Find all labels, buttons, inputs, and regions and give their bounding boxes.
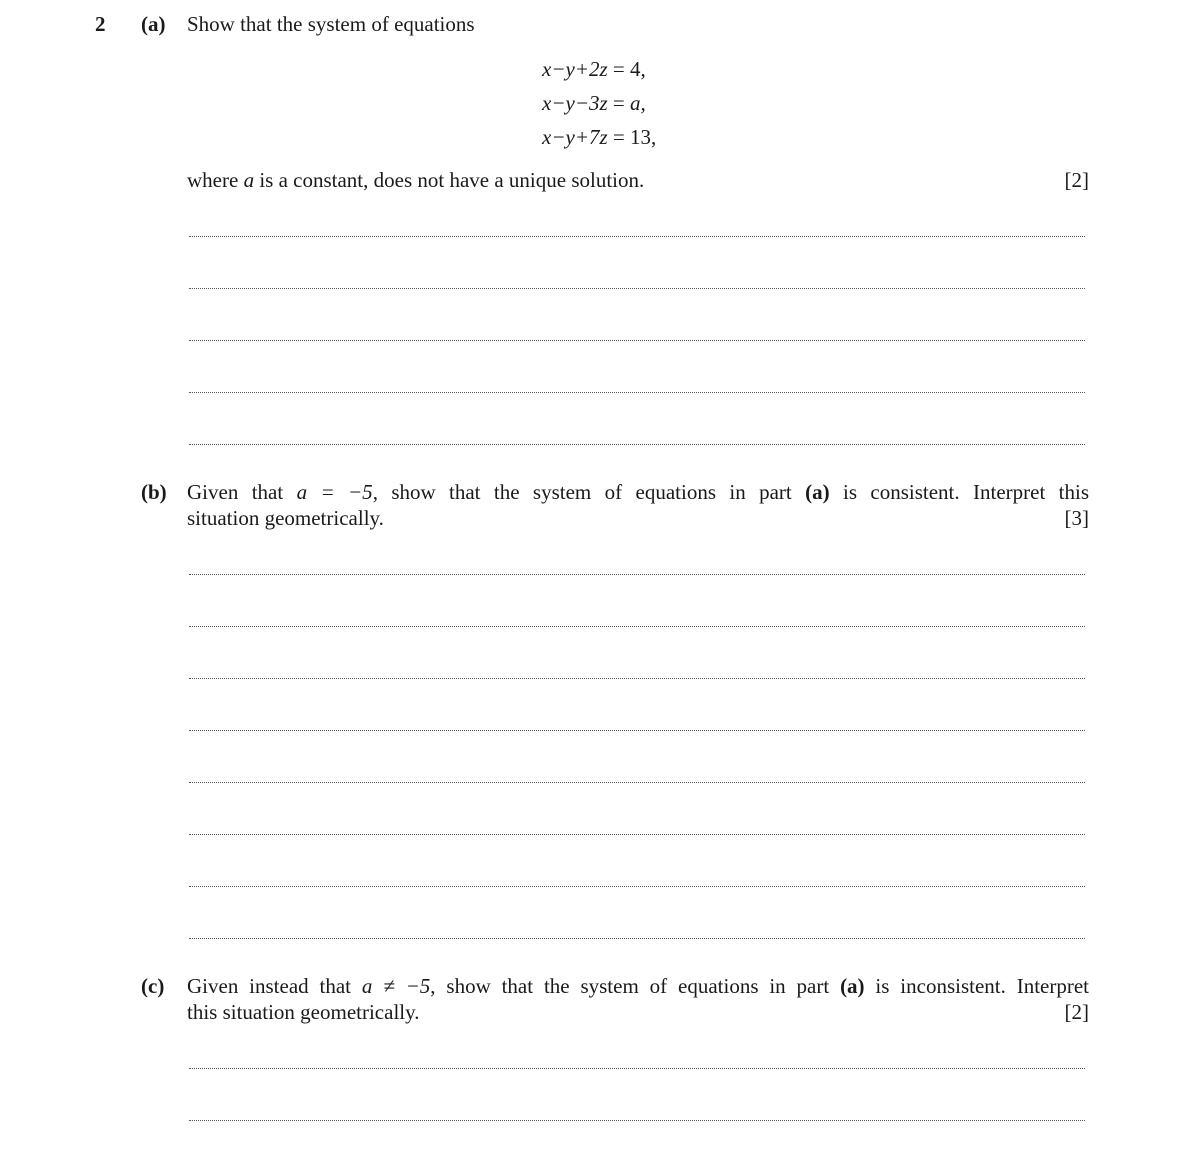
answer-line[interactable] (189, 626, 1085, 627)
answer-line[interactable] (189, 574, 1085, 575)
equation-3: x−y+7z = 13, (542, 125, 657, 149)
part-c-marks: [2] (1064, 1000, 1089, 1024)
equation-1-lhs: x−y+2z (542, 57, 608, 81)
part-b-ref: (a) (805, 480, 830, 504)
answer-line[interactable] (189, 782, 1085, 783)
answer-line[interactable] (189, 236, 1085, 237)
part-c-line1: Given instead that a ≠ −5, show that the system of equations in part (a) is inconsistent. Interpret (187, 974, 1090, 998)
equation-2-rhs: a, (630, 91, 646, 115)
part-b-line1: Given that a = −5, show that the system of equations in part (a) is consistent. Interpret this (187, 480, 1090, 504)
part-a-label: (a) (141, 12, 166, 36)
part-a-where: where a is a constant, does not have a unique solution. (187, 168, 645, 192)
equation-2-lhs: x−y−3z (542, 91, 608, 115)
answer-line[interactable] (189, 340, 1085, 341)
part-c-ref: (a) (840, 974, 865, 998)
part-b-label: (b) (141, 480, 167, 504)
answer-line[interactable] (189, 1068, 1085, 1069)
answer-line[interactable] (189, 1120, 1085, 1121)
answer-line[interactable] (189, 678, 1085, 679)
part-c-line2: this situation geometrically. (187, 1000, 420, 1024)
variable-a: a (243, 168, 255, 192)
answer-line[interactable] (189, 392, 1085, 393)
part-a-intro: Show that the system of equations (187, 12, 475, 36)
answer-line[interactable] (189, 938, 1085, 939)
equation-3-rhs: 13, (630, 125, 657, 149)
part-a-marks: [2] (1064, 168, 1089, 192)
question-number: 2 (95, 12, 106, 36)
equation-2: x−y−3z = a, (542, 91, 646, 115)
answer-line[interactable] (189, 288, 1085, 289)
answer-line[interactable] (189, 444, 1085, 445)
answer-line[interactable] (189, 730, 1085, 731)
part-b-condition: a = −5 (296, 480, 373, 504)
answer-line[interactable] (189, 886, 1085, 887)
answer-line[interactable] (189, 834, 1085, 835)
part-b-marks: [3] (1064, 506, 1089, 530)
part-b-line2: situation geometrically. (187, 506, 384, 530)
equation-1-rhs: 4, (630, 57, 646, 81)
equation-1: x−y+2z = 4, (542, 57, 646, 81)
part-c-label: (c) (141, 974, 165, 998)
part-c-condition: a ≠ −5 (361, 974, 431, 998)
equation-3-lhs: x−y+7z (542, 125, 608, 149)
